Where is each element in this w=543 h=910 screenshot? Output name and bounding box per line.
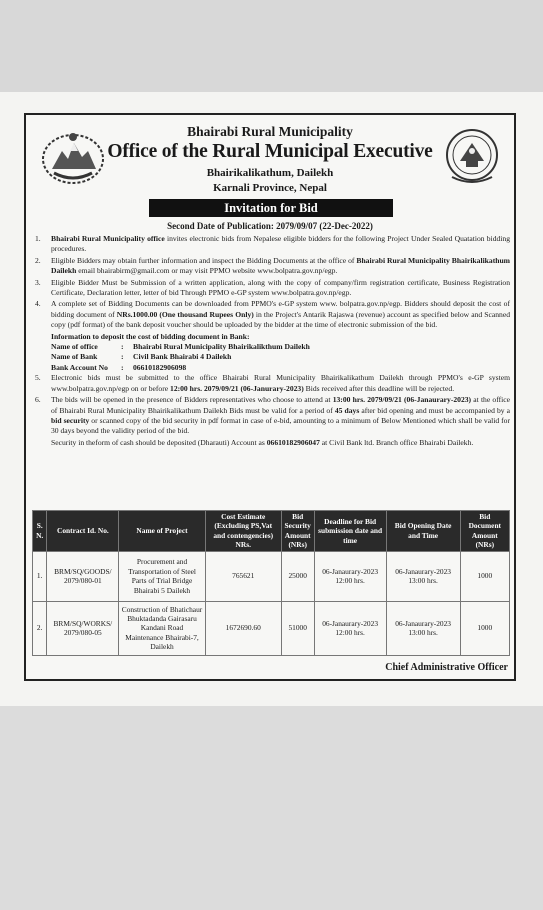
bank-info-colon: :	[121, 342, 124, 352]
clause-text: A complete set of Bidding Documents can be downloaded from PPMO's e-GP system www. bolpatra.gov.np/egp. Bidders should deposit the cost of bidding document of	[51, 299, 510, 319]
security-note	[32, 438, 510, 448]
clause-bold: 13:00 hrs. 2079/09/21 (06-Janaurary-2023)	[332, 395, 472, 405]
bank-info-value: Bhairabi Rural Municipality Bhairikalikthum Dailekh	[133, 342, 310, 352]
clause-bold: Bhairabi Rural Municipality office	[51, 234, 165, 243]
clause-number: 2.	[35, 255, 41, 265]
cell-sn: 1.	[33, 551, 47, 601]
clause-text: in the Project's Antarik Rajaswa (revenue) account as specified below and Scanned copy (pdf format) of the bank deposit voucher should be uploaded by the bidder at the time of electronic submission of the bid.	[51, 309, 511, 330]
cell-contract-id: BRM/SQ/GOODS/ 2079/080-01	[47, 551, 119, 601]
header-deadline: Deadline for Bid submission date and time	[314, 511, 386, 552]
cell-deadline: 06-Janaurary-2023 12:00 hrs.	[314, 601, 386, 655]
clause-4	[32, 299, 510, 330]
clause-bold: 12:00 hrs. 2079/09/21 (06-Janurary-2023)	[170, 383, 304, 393]
cell-deadline: 06-Janaurary-2023 12:00 hrs.	[314, 551, 386, 601]
header-project-name: Name of Project	[119, 511, 205, 552]
security-account: 06610182906047	[266, 437, 320, 447]
bank-info-key: Name of Bank	[51, 352, 98, 362]
address-line-1: Bhairikalikathum, Dailekh	[206, 167, 334, 179]
clause-number: 3.	[35, 277, 41, 287]
clause-text: after bid opening and must be accompanied by a	[359, 405, 510, 415]
clause-text: or scanned copy of the bid security in pdf format in case of e-bid, amounting to a minimum of Below Mentioned which shall be valid for 30 days beyond the validity period of the bid.	[51, 415, 510, 436]
cell-bid-security: 25000	[281, 551, 314, 601]
cell-cost-estimate: 1672690.60	[205, 601, 281, 655]
clause-text: Eligible Bidder Must be Submission of a written application, along with the copy of company/firm registration certificate, Business Registration Certificate, Declaration letter, letter of bid Through PPMO e-GP system www.bolpatra.gov.np/egp.	[51, 277, 510, 298]
clause-text: The bids will be opened in the presence of Bidders representatives who choose to attend at	[51, 395, 333, 405]
clause-text: Electronic bids must be submitted to the office Bhairabi Rural Municipality Bhairikalikathum Dailekh through PPMO's e-GP system www.bolpatra.gov.np/egp on or before	[51, 373, 510, 393]
clause-3	[32, 278, 510, 299]
clause-text: invites electronic bids from Nepalese eligible bidders for the following Project Under Sealed Quatation bidding procedures.	[51, 234, 510, 254]
address-line-2: Karnali Province, Nepal	[213, 182, 327, 194]
clause-text: email bhairabirm@gmail.com or may visit PPMO website www.bolpatra.gov.np/egp.	[76, 266, 338, 276]
header-bid-security: Bid Security Amount (NRs)	[281, 511, 314, 552]
table-header-row	[33, 511, 510, 552]
clause-6	[32, 395, 510, 437]
bank-info-key: Bank Account No	[51, 362, 108, 372]
bid-notice	[24, 113, 516, 681]
bid-table	[32, 510, 510, 656]
bank-info-value: 06610182906098	[133, 362, 187, 372]
header-sn: S. N.	[33, 511, 47, 552]
bank-info-colon: :	[121, 362, 124, 372]
cell-project-name: Construction of Bhatichaur Bhuktadanda Gairasaru Kandani Road Maintenance Bhairabi-7, Dailekh	[119, 601, 205, 655]
clause-bold: NRs.1000.00 (One thousand Rupees Only)	[116, 309, 254, 319]
header-cost-estimate: Cost Estimate (Excluding PS,Vat and contengencies) NRs.	[205, 511, 281, 552]
bank-info-row	[51, 352, 510, 362]
header-document-amount: Bid Document Amount (NRs)	[460, 511, 509, 552]
cell-bid-security: 51000	[281, 601, 314, 655]
top-background	[0, 0, 543, 92]
bank-info	[32, 332, 510, 374]
clause-bold: Bhairabi Rural Municipality Bhairikalikathum Dailekh	[51, 255, 510, 276]
clause-number: 5.	[35, 373, 41, 383]
bank-info-colon: :	[121, 352, 124, 362]
cell-cost-estimate: 765621	[205, 551, 281, 601]
header-contract-id: Contract Id. No.	[47, 511, 119, 552]
bank-info-row	[51, 342, 510, 352]
security-text: at Civil Bank ltd. Branch office Bhairabi Dailekh.	[319, 437, 474, 447]
clause-number: 4.	[35, 299, 41, 309]
clause-number: 6.	[35, 395, 41, 405]
bank-info-row	[51, 363, 510, 373]
bank-info-value: Civil Bank Bhairabi 4 Dailekh	[133, 352, 232, 362]
clause-number: 1.	[35, 234, 41, 243]
notice-body	[32, 234, 510, 448]
clause-bold: 45 days	[334, 405, 360, 415]
clause-1	[32, 234, 510, 255]
cell-opening: 06-Janaurary-2023 13:00 hrs.	[386, 601, 460, 655]
clause-text: Bids received after this deadline will be rejected.	[303, 383, 455, 393]
bank-info-title: Information to deposit the cost of bidding document in Bank:	[51, 331, 250, 341]
bank-info-key: Name of office	[51, 342, 98, 352]
security-text: Security in theform of cash should be deposited (Dharauti) Account as	[51, 437, 267, 447]
cell-sn: 2.	[33, 601, 47, 655]
header-opening: Bid Opening Date and Time	[386, 511, 460, 552]
clause-text: Eligible Bidders may obtain further information and inspect the Bidding Documents at the office of	[51, 255, 357, 265]
signature-title: Chief Administrative Officer	[385, 662, 508, 673]
office-title: Office of the Rural Municipal Executive	[107, 141, 433, 162]
cell-project-name: Procurement and Transportation of Steel Parts of Trial Bridge Bhairabi 5 Dailekh	[119, 551, 205, 601]
cell-document-amount: 1000	[460, 551, 509, 601]
cell-document-amount: 1000	[460, 601, 509, 655]
clause-bold: bid security	[51, 415, 90, 425]
table-row	[33, 551, 510, 601]
clause-5	[32, 373, 510, 394]
table-row	[33, 601, 510, 655]
bottom-background	[0, 706, 543, 910]
clause-2	[32, 256, 510, 277]
cell-opening: 06-Janaurary-2023 13:00 hrs.	[386, 551, 460, 601]
organization-name: Bhairabi Rural Municipality	[187, 124, 353, 139]
clause-text: at the office of Bhairabi Rural Municipality Bhairikalikathum Dailekh Bids must be valid for a period of	[51, 395, 510, 415]
invitation-banner: Invitation for Bid	[149, 199, 393, 217]
cell-contract-id: BRM/SQ/WORKS/ 2079/080-05	[47, 601, 119, 655]
publication-date: Second Date of Publication: 2079/09/07 (22-Dec-2022)	[167, 221, 373, 231]
